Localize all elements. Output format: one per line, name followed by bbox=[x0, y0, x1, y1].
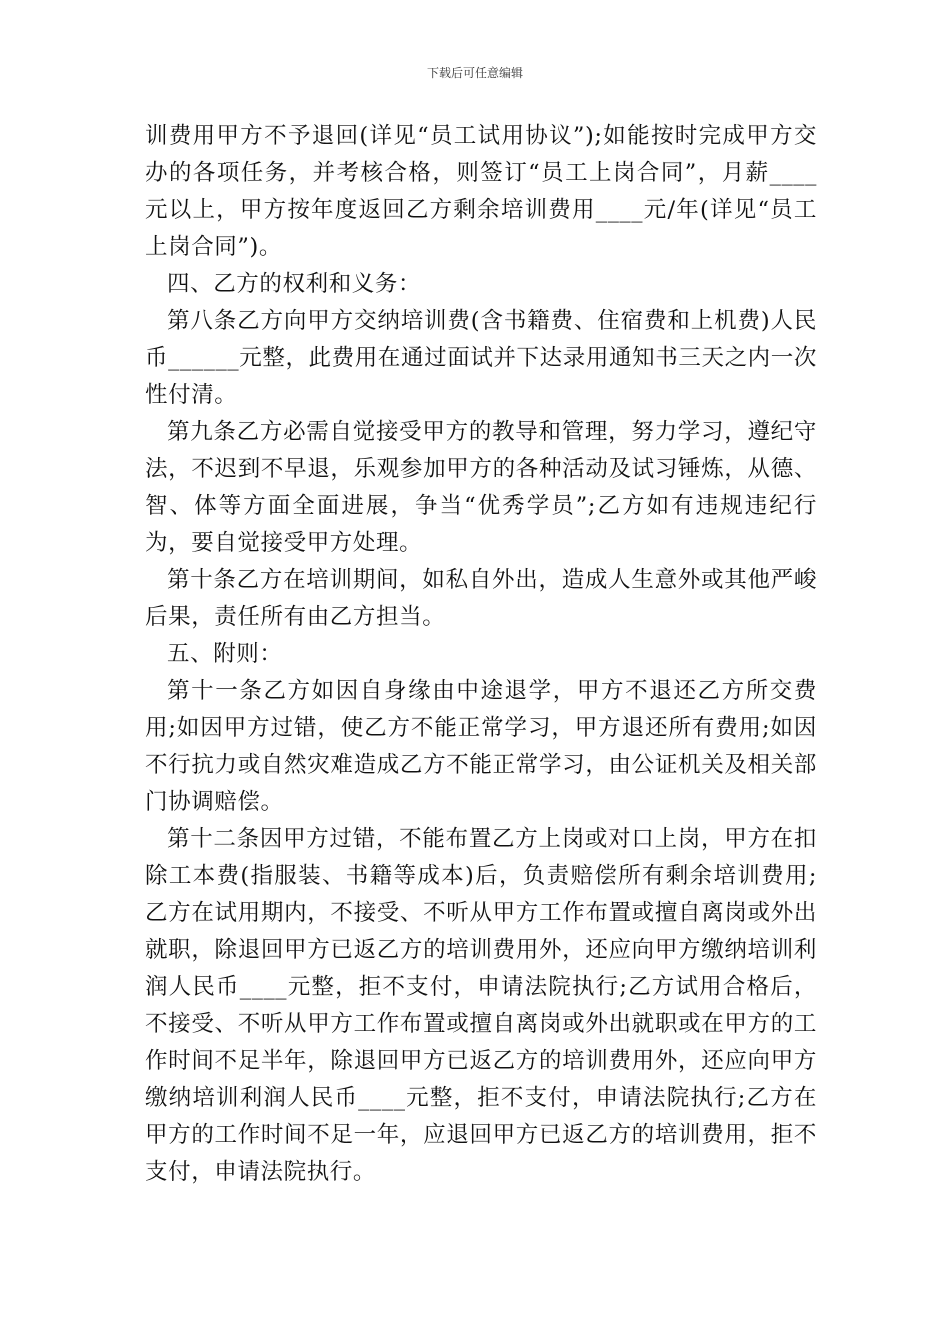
paragraph-article-12: 第十二条因甲方过错，不能布置乙方上岗或对口上岗，甲方在扣除工本费(指服装、书籍等成本)后，负责赔偿所有剩余培训费用;乙方在试用期内，不接受、不听从甲方工作布置或擅自离岗或外出就职，除退回甲方已返乙方的培训费用外，还应向甲方缴纳培训利润人民币____元整，拒不支付，申请法院执行;乙方试用合格后，不接受、不听从甲方工作布置或擅自离岗或外出就职或在甲方的工作时间不足半年，除退回甲方已返乙方的培训费用外，还应向甲方缴纳培训利润人民币____元整，拒不支付，申请法院执行;乙方在甲方的工作时间不足一年，应退回甲方已返乙方的培训费用，拒不支付，申请法院执行。 bbox=[145, 826, 817, 1185]
document-body bbox=[145, 118, 817, 1191]
paragraph-article-8: 第八条乙方向甲方交纳培训费(含书籍费、住宿费和上机费)人民币______元整，此费用在通过面试并下达录用通知书三天之内一次性付清。 bbox=[145, 308, 817, 408]
paragraph-article-9: 第九条乙方必需自觉接受甲方的教导和管理，努力学习，遵纪守法，不迟到不早退，乐观参加甲方的各种活动及试习锤炼，从德、智、体等方面全面进展，争当“优秀学员”;乙方如有违规违纪行为，要自觉接受甲方处理。 bbox=[145, 419, 817, 556]
section-heading-5: 五、附则： bbox=[167, 641, 283, 667]
section-heading-4: 四、乙方的权利和义务： bbox=[167, 271, 422, 297]
paragraph-continuation: 训费用甲方不予退回(详见“员工试用协议”);如能按时完成甲方交办的各项任务，并考核合格，则签订“员工上岗合同”，月薪____元以上，甲方按年度返回乙方剩余培训费用____元/年(详见“员工上岗合同”)。 bbox=[145, 123, 817, 260]
page-header: 下载后可任意编辑 bbox=[426, 66, 523, 80]
paragraph-article-10: 第十条乙方在培训期间，如私自外出，造成人生意外或其他严峻后果，责任所有由乙方担当。 bbox=[145, 567, 817, 630]
paragraph-article-11: 第十一条乙方如因自身缘由中途退学，甲方不退还乙方所交费用;如因甲方过错，使乙方不能正常学习，甲方退还所有费用;如因不行抗力或自然灾难造成乙方不能正常学习，由公证机关及相关部门协调赔偿。 bbox=[145, 678, 817, 815]
